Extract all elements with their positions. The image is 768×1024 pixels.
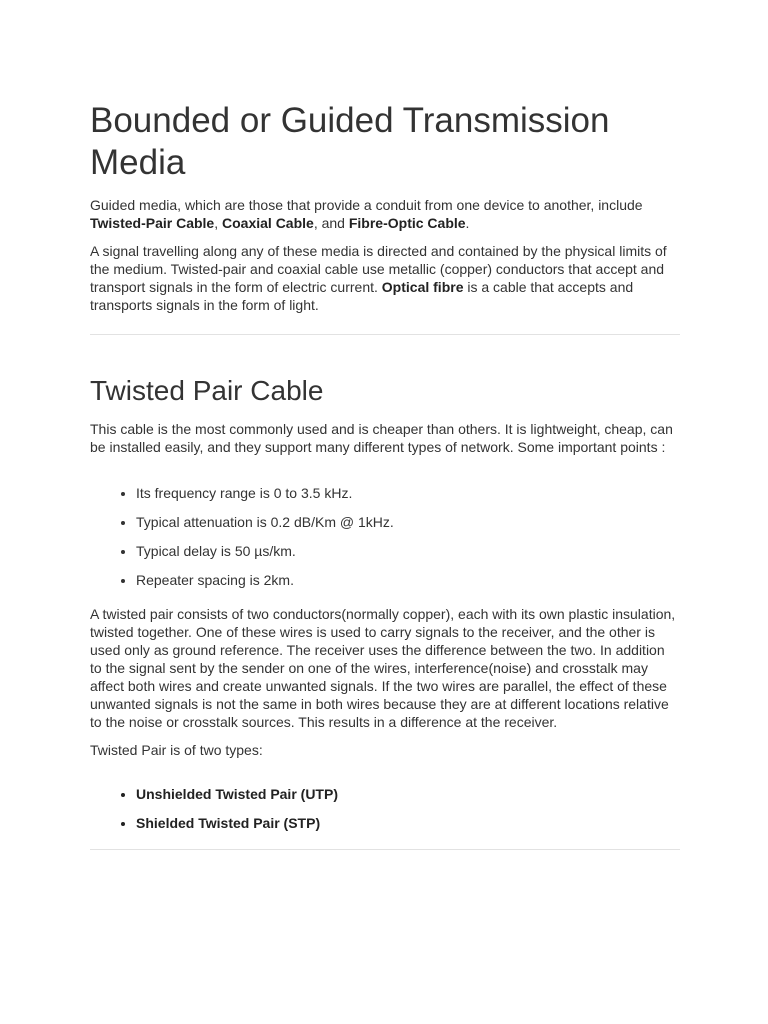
list-item: • Repeater spacing is 2km.	[136, 571, 680, 589]
fibre-optic-term: Fibre-Optic Cable	[348, 215, 466, 231]
list-item: • Typical delay is 50 µs/km.	[136, 542, 680, 560]
signal-text-a: A signal travelling along any of these media is directed and contained by the physical limits of the medium. Twisted-pair and coaxial cable use metallic (copper) conductors that accept and transport signals in the form of electric current.	[90, 243, 667, 295]
twisted-pair-term: Twisted-Pair Cable	[90, 215, 215, 231]
section-divider	[90, 334, 680, 335]
types-intro: Twisted Pair is of two types:	[90, 742, 263, 758]
intro-text-b: ,	[214, 215, 222, 231]
page-title: Bounded or Guided Transmission Media	[90, 101, 610, 182]
intro-text-d: .	[465, 215, 470, 231]
twisted-pair-description: A twisted pair consists of two conductors(normally copper), each with its own plastic insulation, twisted together. One of these wires is used to carry signals to the receiver, and the other is used only as ground reference. The receiver uses the difference between the two. In addition to the signal sent by the sender on one of the wires, interference(noise) and crosstalk may affect both wires and create unwanted signals. If the two wires are parallel, the effect of these unwanted signals is not the same in both wires because they are at different locations relative to the noise or crosstalk sources. This results in a difference at the receiver.	[90, 606, 676, 730]
list-item: • Unshielded Twisted Pair (UTP)	[136, 785, 680, 803]
types-list	[90, 785, 680, 832]
twisted-pair-section	[90, 374, 680, 850]
twisted-pair-intro: This cable is the most commonly used and is cheaper than others. It is lightweight, cheap, can be installed easily, and they support many different types of network. Some important points :	[90, 421, 673, 455]
coaxial-term: Coaxial Cable	[222, 215, 314, 231]
signal-paragraph	[90, 242, 680, 314]
section-title: Twisted Pair Cable	[90, 375, 324, 406]
section-divider-bottom	[90, 849, 680, 850]
intro-text-c: , and	[313, 215, 349, 231]
signal-text-b: is a cable that accepts and transports signals in the form of light.	[90, 279, 634, 313]
intro-text-a: Guided media, which are those that provide a conduit from one device to another, include	[90, 197, 643, 213]
list-item: • Typical attenuation is 0.2 dB/Km @ 1kHz.	[136, 513, 680, 531]
article-content	[90, 100, 680, 850]
list-item: • Its frequency range is 0 to 3.5 kHz.	[136, 484, 680, 502]
optical-fibre-term: Optical fibre	[381, 279, 464, 295]
points-list	[90, 484, 680, 589]
intro-paragraph	[90, 196, 680, 232]
list-item: • Shielded Twisted Pair (STP)	[136, 814, 680, 832]
